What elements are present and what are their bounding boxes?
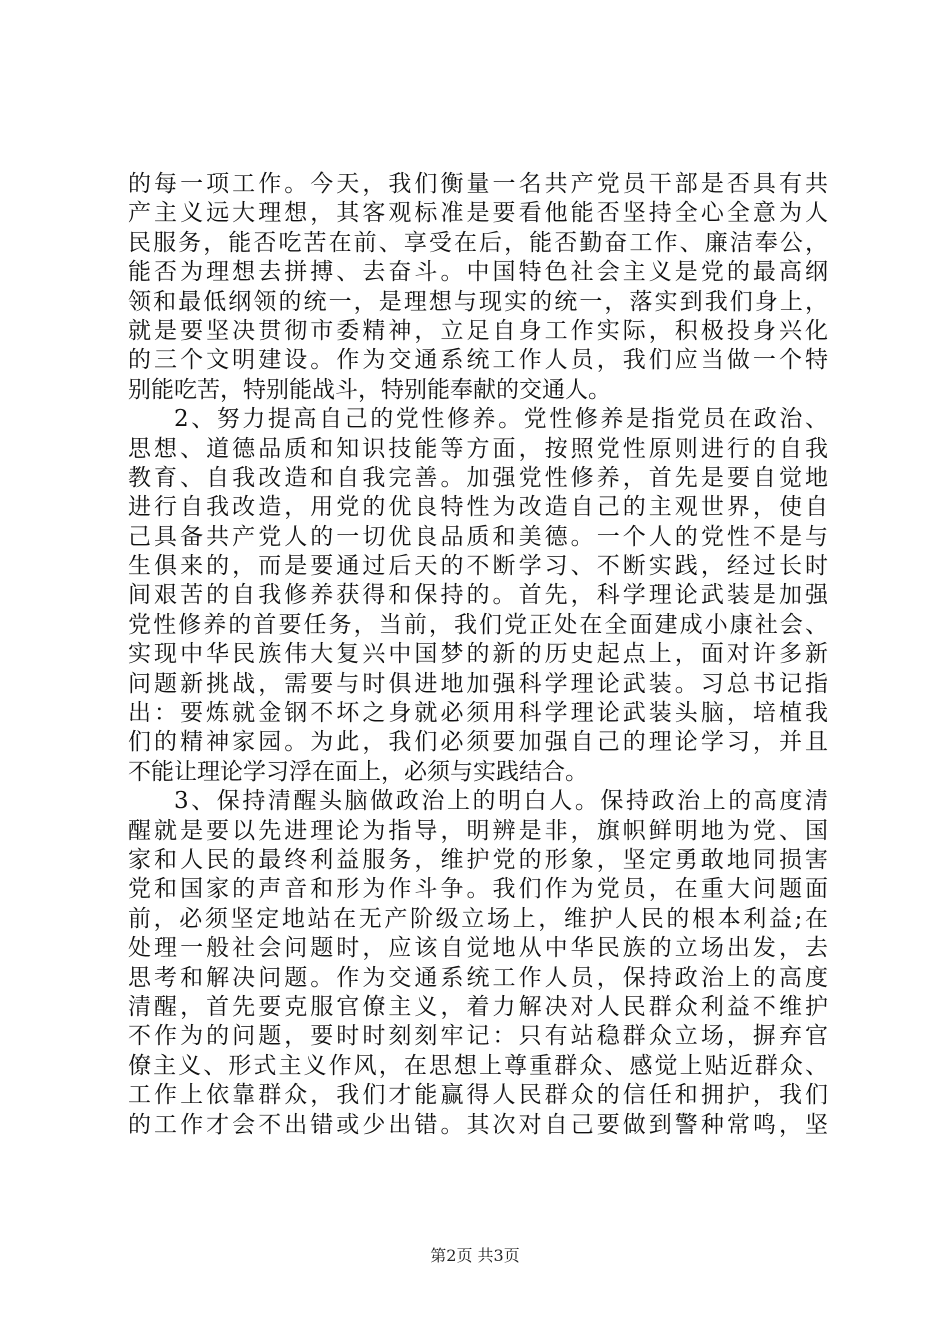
text-line: 产主义远大理想，其客观标准是要看他能否坚持全心全意为人 xyxy=(128,200,828,227)
text-line: 党和国家的声音和形为作斗争。我们作为党员，在重大问题面 xyxy=(128,876,828,903)
text-line: 领和最低纲领的统一，是理想与现实的统一，落实到我们身上， xyxy=(128,288,828,315)
paragraph-3 xyxy=(128,787,828,1140)
text-line: 己具备共产党人的一切优良品质和美德。一个人的党性不是与 xyxy=(128,523,828,550)
text-line: 实现中华民族伟大复兴中国梦的新的历史起点上，面对许多新 xyxy=(128,641,828,668)
text-line: 思想、道德品质和知识技能等方面，按照党性原则进行的自我 xyxy=(128,435,828,462)
text-line: 处理一般社会问题时，应该自觉地从中华民族的立场出发，去 xyxy=(128,935,828,962)
text-line: 思考和解决问题。作为交通系统工作人员，保持政治上的高度 xyxy=(128,964,828,991)
text-line: 别能吃苦，特别能战斗，特别能奉献的交通人。 xyxy=(128,376,611,403)
text-line: 生俱来的，而是要通过后天的不断学习、不断实践，经过长时 xyxy=(128,553,828,580)
paragraph-1 xyxy=(128,170,828,405)
page-number-footer: 第2页 共3页 xyxy=(430,1246,520,1265)
paragraph-2 xyxy=(128,405,828,787)
text-line: 3、保持清醒头脑做政治上的明白人。保持政治上的高度清 xyxy=(174,788,828,815)
text-line: 的三个文明建设。作为交通系统工作人员，我们应当做一个特 xyxy=(128,347,828,374)
text-line: 僚主义、形式主义作风，在思想上尊重群众、感觉上贴近群众、 xyxy=(128,1052,828,1079)
text-line: 教育、自我改造和自我完善。加强党性修养，首先是要自觉地 xyxy=(128,464,828,491)
text-line: 间艰苦的自我修养获得和保持的。首先，科学理论武装是加强 xyxy=(128,582,828,609)
text-line: 党性修养的首要任务，当前，我们党正处在全面建成小康社会、 xyxy=(128,611,828,638)
text-line: 们的精神家园。为此，我们必须要加强自己的理论学习，并且 xyxy=(128,729,828,756)
text-line: 的每一项工作。今天，我们衡量一名共产党员干部是否具有共 xyxy=(128,171,828,197)
text-line: 的工作才会不出错或少出错。其次对自己要做到警种常鸣，坚 xyxy=(128,1111,828,1138)
text-line: 不作为的问题，要时时刻刻牢记：只有站稳群众立场，摒弃官 xyxy=(128,1023,828,1050)
text-line: 清醒，首先要克服官僚主义，着力解决对人民群众利益不维护 xyxy=(128,993,828,1020)
text-line: 不能让理论学习浮在面上，必须与实践结合。 xyxy=(128,758,588,785)
text-line: 前，必须坚定地站在无产阶级立场上，维护人民的根本利益;在 xyxy=(128,905,828,932)
text-line: 就是要坚决贯彻市委精神，立足自身工作实际，积极投身兴化 xyxy=(128,317,828,344)
text-line: 家和人民的最终利益服务，维护党的形象，坚定勇敢地同损害 xyxy=(128,846,828,873)
text-line: 民服务，能否吃苦在前、享受在后，能否勤奋工作、廉洁奉公， xyxy=(128,229,828,256)
text-line: 出：要炼就金钢不坏之身就必须用科学理论武装头脑，培植我 xyxy=(128,700,828,727)
text-line: 2、努力提高自己的党性修养。党性修养是指党员在政治、 xyxy=(174,406,828,433)
text-line: 问题新挑战，需要与时俱进地加强科学理论武装。习总书记指 xyxy=(128,670,828,697)
text-line: 进行自我改造，用党的优良特性为改造自己的主观世界，使自 xyxy=(128,494,828,521)
text-line: 工作上依靠群众，我们才能赢得人民群众的信任和拥护，我们 xyxy=(128,1082,828,1109)
text-line: 能否为理想去拼搏、去奋斗。中国特色社会主义是党的最高纲 xyxy=(128,259,828,286)
text-line: 醒就是要以先进理论为指导，明辨是非，旗帜鲜明地为党、国 xyxy=(128,817,828,844)
document-body xyxy=(128,170,828,1140)
